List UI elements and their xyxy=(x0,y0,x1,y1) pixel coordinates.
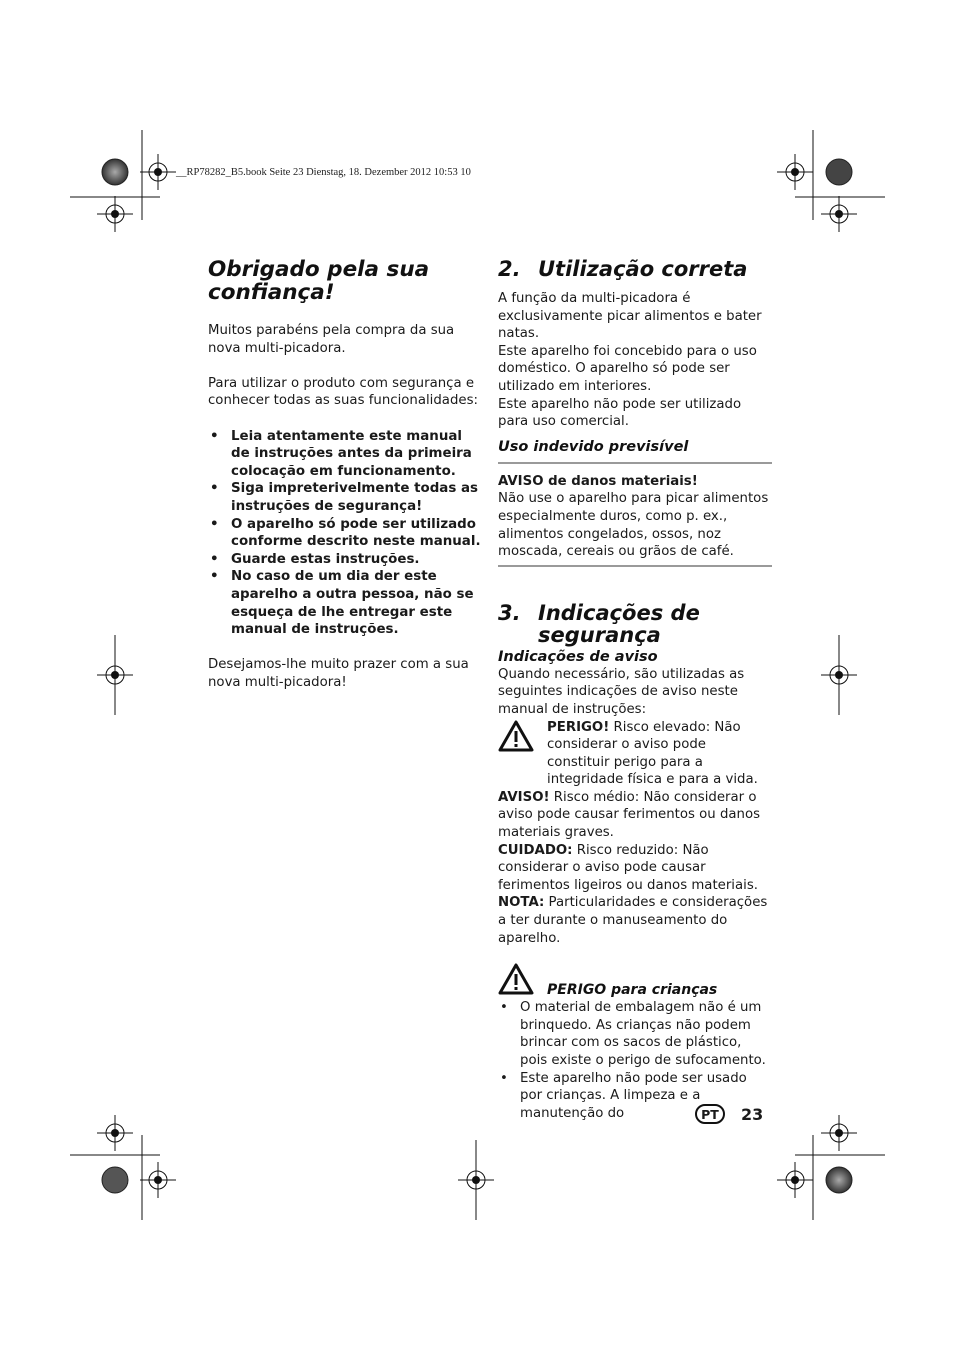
nota-label: NOTA: xyxy=(498,895,545,911)
print-header: __RP78282_B5.book Seite 23 Dienstag, 18. Dezember 2012 10:53 10 xyxy=(176,167,471,178)
intro-text-2: Para utilizar o produto com segurança e conhecer todas as suas funcionalidades: xyxy=(208,375,478,409)
page-title: Obrigado pela sua confiança! xyxy=(208,257,430,305)
aviso-label: AVISO! xyxy=(498,789,550,805)
warning-triangle-icon xyxy=(498,719,547,789)
misuse-heading: Uso indevido previsível xyxy=(498,438,689,455)
left-column xyxy=(208,258,482,691)
divider xyxy=(498,462,772,464)
children-warning xyxy=(498,963,772,999)
notice-text: Não use o aparelho para picar alimentos especialmente duros, como p. ex., alimentos congelados, ossos, noz moscada, cereais ou grãos de café. xyxy=(498,491,769,560)
divider xyxy=(498,565,772,567)
list-item: • Este aparelho não pode ser usado por crianças. A limpeza e a manutenção do xyxy=(498,1070,772,1123)
section-title: Indicações de segurança xyxy=(538,600,700,647)
perigo-label: PERIGO! xyxy=(547,719,610,735)
warning-triangle-icon xyxy=(498,963,547,999)
warnings-heading: Indicações de aviso xyxy=(498,648,658,665)
section-2-heading xyxy=(498,258,772,280)
paragraph: Quando necessário, são utilizadas as seguintes indicações de aviso neste manual de instruções: xyxy=(498,666,745,717)
list-item: • No caso de um dia der este aparelho a outra pessoa, não se esqueça de lhe entregar este manual de instruções. xyxy=(208,568,482,638)
section-title: Utilização correta xyxy=(538,257,748,281)
paragraph: Este aparelho foi concebido para o uso doméstico. O aparelho só pode ser utilizado em interiores. xyxy=(498,343,757,394)
page-number: 23 xyxy=(741,1104,764,1124)
perigo-text: Risco elevado: Não considerar o aviso pode constituir perigo para a integridade física e para a vida. xyxy=(547,719,758,788)
paragraph: Este aparelho não pode ser utilizado para uso comercial. xyxy=(498,396,742,430)
paragraph: A função da multi-picadora é exclusivamente picar alimentos e bater natas. xyxy=(498,291,762,342)
closing-text: Desejamos-lhe muito prazer com a sua nova multi-picadora! xyxy=(208,657,469,690)
intro-text: Muitos parabéns pela compra da sua nova multi-picadora. xyxy=(208,323,455,356)
section-3-heading xyxy=(498,602,772,646)
aviso-text: AVISO! Risco médio: Não considerar o aviso pode causar ferimentos ou danos materiais graves. xyxy=(498,789,761,841)
section-number: 3. xyxy=(498,600,521,625)
children-heading: PERIGO para crianças xyxy=(547,982,718,999)
nota-text: NOTA: Particularidades e considerações a ter durante o manuseamento do aparelho. xyxy=(498,895,768,946)
list-item: • Siga impreterivelmente todas as instruções de segurança! xyxy=(208,480,482,515)
cuidado-label: CUIDADO: xyxy=(498,842,573,858)
language-badge: PT xyxy=(695,1104,725,1124)
perigo-warning xyxy=(498,719,772,789)
instruction-list xyxy=(208,428,482,639)
list-item: • O material de embalagem não é um brinquedo. As crianças não podem brincar com os sacos de plástico, pois existe o perigo de sufocamento. xyxy=(498,999,772,1069)
section-number: 2. xyxy=(498,257,521,281)
list-item: • Guarde estas instruções. xyxy=(208,551,482,569)
list-item: • Leia atentamente este manual de instruções antes da primeira colocação em funcionamento. xyxy=(208,428,482,481)
right-column xyxy=(498,258,772,1122)
list-item: • O aparelho só pode ser utilizado conforme descrito neste manual. xyxy=(208,516,482,551)
cuidado-text: CUIDADO: Risco reduzido: Não considerar o aviso pode causar ferimentos ligeiros ou danos materiais. xyxy=(498,842,759,893)
page-footer xyxy=(695,1104,763,1124)
notice-title: AVISO de danos materiais! xyxy=(498,473,698,489)
